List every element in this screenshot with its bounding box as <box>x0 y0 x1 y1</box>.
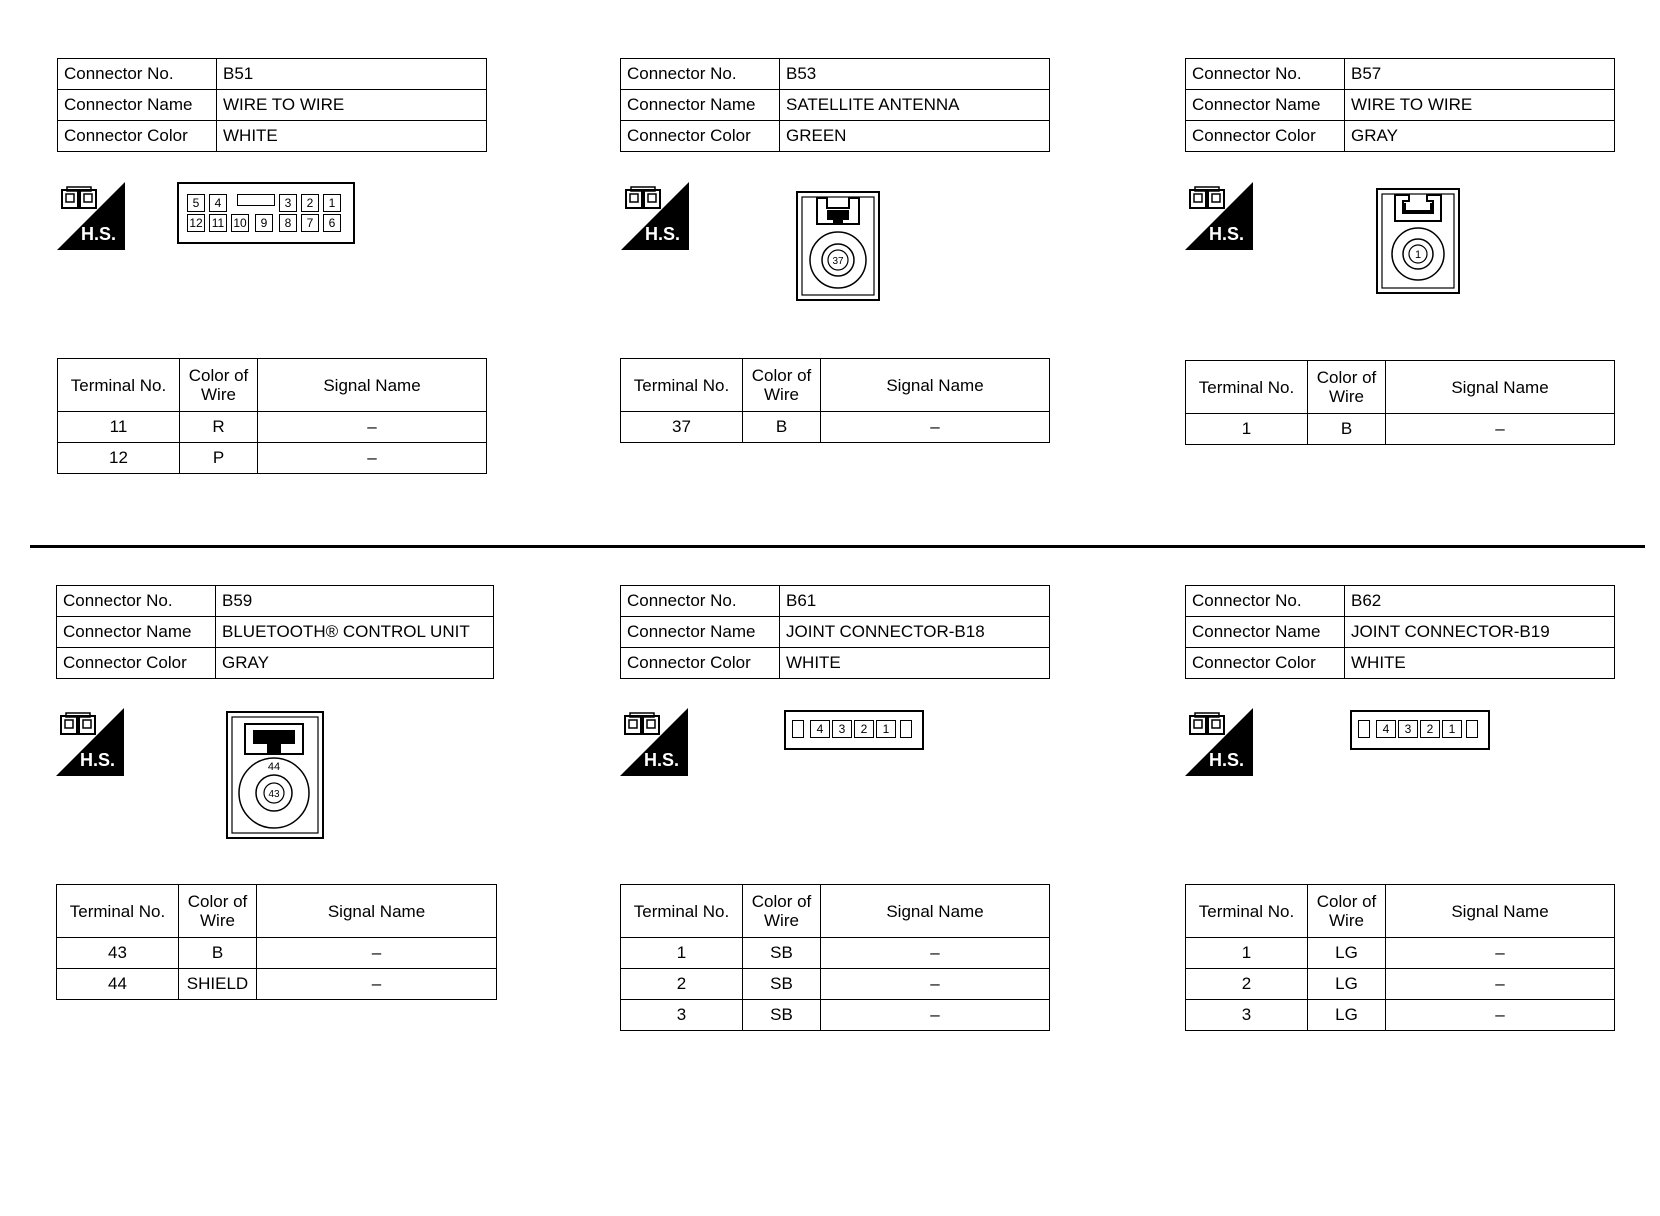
pin-cell: 3 <box>279 194 297 212</box>
connector-block-b57 <box>1185 58 1625 152</box>
connector-no-label: Connector No. <box>621 59 780 90</box>
connector-block-b62 <box>1185 585 1625 679</box>
connector-color-value: GRAY <box>1345 121 1615 152</box>
table-row: 11 R – <box>58 412 487 443</box>
pin-cell: 10 <box>231 214 249 232</box>
connector-color-label: Connector Color <box>1186 648 1345 679</box>
signal-name-header: Signal Name <box>821 885 1050 938</box>
connector-name-value: SATELLITE ANTENNA <box>780 90 1050 121</box>
connector-end-cap <box>900 720 912 738</box>
harness-side-icon <box>61 186 101 212</box>
pin-cell: 1 <box>323 194 341 212</box>
table-row: 43 B – <box>57 938 497 969</box>
hs-badge-icon <box>56 708 124 776</box>
connector-color-value: WHITE <box>217 121 487 152</box>
connector-block-b53 <box>620 58 1060 152</box>
color-of-wire-header: Color of Wire <box>1308 361 1386 414</box>
harness-side-icon <box>625 186 665 212</box>
table-row: 2 LG – <box>1186 969 1615 1000</box>
harness-side-icon <box>60 712 100 738</box>
table-row: 12 P – <box>58 443 487 474</box>
connector-name-value: JOINT CONNECTOR-B18 <box>780 617 1050 648</box>
pin-label-outer: 44 <box>267 761 281 773</box>
connector-end-cap <box>1358 720 1370 738</box>
table-row: 1 LG – <box>1186 938 1615 969</box>
connector-latch <box>237 194 275 206</box>
terminal-no-header: Terminal No. <box>1186 885 1308 938</box>
connector-no-value: B51 <box>217 59 487 90</box>
pin-cell: 9 <box>255 214 273 232</box>
color-of-wire-header: Color of Wire <box>1308 885 1386 938</box>
pin-cell: 4 <box>1376 720 1396 738</box>
signal-name-header: Signal Name <box>1386 361 1615 414</box>
pin-cell: 4 <box>209 194 227 212</box>
pin-cell: 6 <box>323 214 341 232</box>
terminal-table-b61 <box>620 884 1050 1031</box>
pin-cell: 2 <box>301 194 319 212</box>
table-row: 2 SB – <box>621 969 1050 1000</box>
connector-no-value: B61 <box>780 586 1050 617</box>
hs-badge-icon <box>1185 708 1253 776</box>
pin-label: 1 <box>1414 249 1422 261</box>
hs-label: H.S. <box>81 224 117 244</box>
signal-name-header: Signal Name <box>1386 885 1615 938</box>
color-of-wire-header: Color of Wire <box>743 359 821 412</box>
terminal-table-b57 <box>1185 360 1615 445</box>
connector-no-value: B62 <box>1345 586 1615 617</box>
connector-info-table <box>620 585 1050 679</box>
connector-name-label: Connector Name <box>621 90 780 121</box>
terminal-table-b51 <box>57 358 487 474</box>
connector-block-b59 <box>56 585 496 679</box>
connector-name-label: Connector Name <box>1186 617 1345 648</box>
connector-info-table <box>1185 585 1615 679</box>
harness-side-icon <box>1189 712 1229 738</box>
connector-face-b59 <box>225 710 325 840</box>
terminal-no-header: Terminal No. <box>1186 361 1308 414</box>
color-of-wire-header: Color of Wire <box>179 885 257 938</box>
connector-no-label: Connector No. <box>1186 59 1345 90</box>
harness-side-icon <box>624 712 664 738</box>
connector-name-value: BLUETOOTH® CONTROL UNIT <box>216 617 494 648</box>
connector-face-b61 <box>784 710 924 750</box>
section-divider <box>30 545 1645 548</box>
signal-name-header: Signal Name <box>258 359 487 412</box>
terminal-table-b62 <box>1185 884 1615 1031</box>
hs-label: H.S. <box>644 750 680 770</box>
hs-badge-icon <box>57 182 125 250</box>
connector-name-label: Connector Name <box>58 90 217 121</box>
connector-block-b61 <box>620 585 1060 679</box>
connector-color-value: WHITE <box>1345 648 1615 679</box>
connector-no-value: B53 <box>780 59 1050 90</box>
connector-color-label: Connector Color <box>1186 121 1345 152</box>
connector-no-label: Connector No. <box>58 59 217 90</box>
pin-label: 37 <box>832 256 844 267</box>
connector-name-label: Connector Name <box>1186 90 1345 121</box>
connector-block-b51 <box>57 58 497 152</box>
pin-cell: 1 <box>1442 720 1462 738</box>
pin-cell: 1 <box>876 720 896 738</box>
pin-cell: 3 <box>832 720 852 738</box>
connector-face-b62 <box>1350 710 1490 750</box>
pin-cell: 5 <box>187 194 205 212</box>
table-row: 3 SB – <box>621 1000 1050 1031</box>
color-of-wire-header: Color of Wire <box>180 359 258 412</box>
connector-name-value: WIRE TO WIRE <box>1345 90 1615 121</box>
hs-label: H.S. <box>1209 750 1245 770</box>
hs-label: H.S. <box>80 750 116 770</box>
hs-badge-icon <box>621 182 689 250</box>
connector-face-b51 <box>177 182 355 244</box>
connector-info-table <box>620 58 1050 152</box>
hs-label: H.S. <box>1209 224 1245 244</box>
terminal-no-header: Terminal No. <box>57 885 179 938</box>
connector-no-value: B57 <box>1345 59 1615 90</box>
hs-badge-icon <box>620 708 688 776</box>
connector-end-cap <box>1466 720 1478 738</box>
connector-name-value: JOINT CONNECTOR-B19 <box>1345 617 1615 648</box>
connector-color-label: Connector Color <box>57 648 216 679</box>
connector-no-label: Connector No. <box>1186 586 1345 617</box>
connector-info-table <box>57 58 487 152</box>
connector-no-value: B59 <box>216 586 494 617</box>
pin-cell: 2 <box>1420 720 1440 738</box>
connector-end-cap <box>792 720 804 738</box>
connector-no-label: Connector No. <box>621 586 780 617</box>
connector-name-label: Connector Name <box>57 617 216 648</box>
pin-cell: 11 <box>209 214 227 232</box>
connector-info-table <box>56 585 494 679</box>
pin-cell: 7 <box>301 214 319 232</box>
table-row: 37 B – <box>621 412 1050 443</box>
connector-color-label: Connector Color <box>58 121 217 152</box>
terminal-table-b53 <box>620 358 1050 443</box>
hs-label: H.S. <box>645 224 681 244</box>
pin-cell: 3 <box>1398 720 1418 738</box>
pin-cell: 4 <box>810 720 830 738</box>
connector-color-label: Connector Color <box>621 648 780 679</box>
terminal-no-header: Terminal No. <box>58 359 180 412</box>
connector-name-value: WIRE TO WIRE <box>217 90 487 121</box>
connector-color-label: Connector Color <box>621 121 780 152</box>
table-row: 1 SB – <box>621 938 1050 969</box>
pin-cell: 12 <box>187 214 205 232</box>
table-row: 44 SHIELD – <box>57 969 497 1000</box>
terminal-table-b59 <box>56 884 497 1000</box>
harness-side-icon <box>1189 186 1229 212</box>
connector-color-value: WHITE <box>780 648 1050 679</box>
connector-no-label: Connector No. <box>57 586 216 617</box>
connector-face-b53 <box>795 190 881 302</box>
connector-color-value: GRAY <box>216 648 494 679</box>
table-row: 1 B – <box>1186 414 1615 445</box>
table-row: 3 LG – <box>1186 1000 1615 1031</box>
pin-label-inner: 43 <box>268 789 280 800</box>
pin-cell: 2 <box>854 720 874 738</box>
connector-face-b57 <box>1375 187 1461 295</box>
connector-info-table <box>1185 58 1615 152</box>
terminal-no-header: Terminal No. <box>621 359 743 412</box>
terminal-no-header: Terminal No. <box>621 885 743 938</box>
color-of-wire-header: Color of Wire <box>743 885 821 938</box>
connector-name-label: Connector Name <box>621 617 780 648</box>
hs-badge-icon <box>1185 182 1253 250</box>
signal-name-header: Signal Name <box>257 885 497 938</box>
signal-name-header: Signal Name <box>821 359 1050 412</box>
pin-cell: 8 <box>279 214 297 232</box>
connector-color-value: GREEN <box>780 121 1050 152</box>
